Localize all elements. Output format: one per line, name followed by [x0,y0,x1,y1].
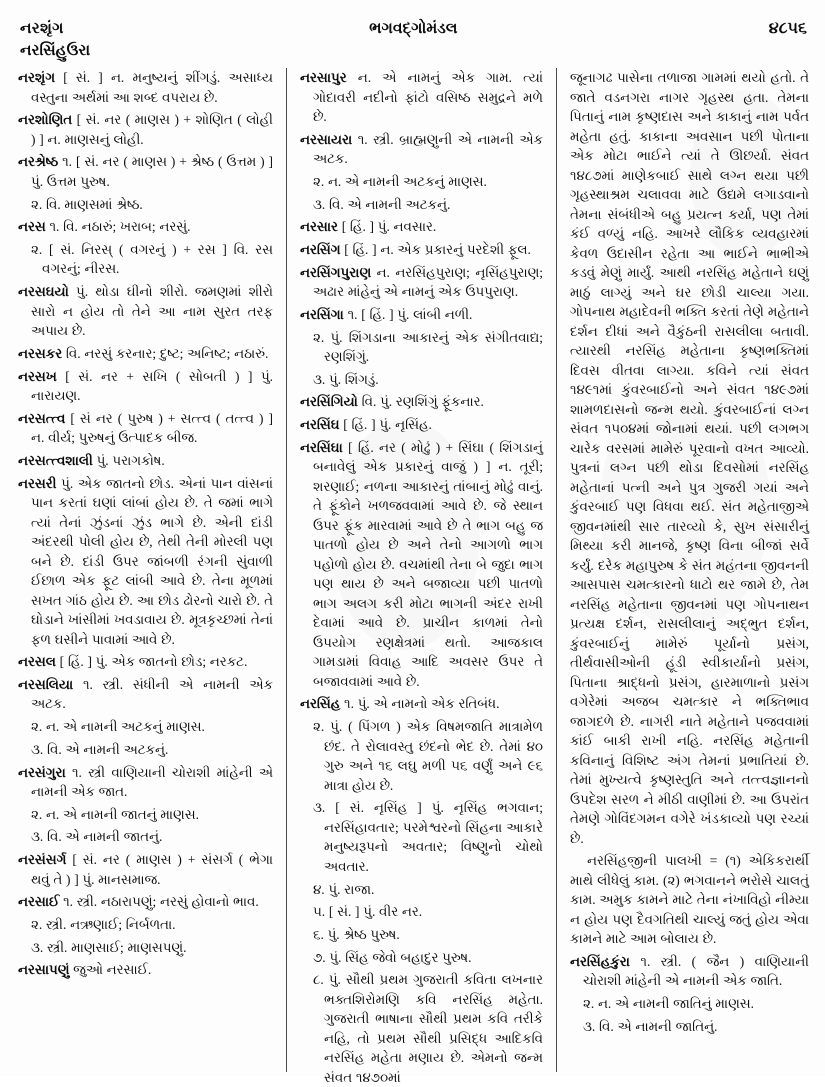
entry-sense: ૭. પું. સિંહ જેવો બહાદુર પુરુષ. [313,949,472,965]
entry-definition: [ હિં. ] પું. નૃસિંહ. [339,417,432,433]
dictionary-entry [18,960,273,980]
dictionary-entry [18,675,273,714]
dictionary-entry [18,850,273,889]
entry-sense: ૨. વિ. માણસમાં શ્રેષ્ઠ. [31,196,143,212]
entry-headword: નરશૃંગ [18,70,55,85]
entry-sense: ૩. સ્ત્રી. માણસાઈ; માણસપણું. [31,939,187,955]
entry-sense: ૨. ન. એ નામની જાતનું માણસ. [31,806,199,822]
entry-definition: [ સં. નર ( માણસ ) + શોણિત ( લોહી ) ] ન. માણસનું લોહી. [31,112,273,147]
dictionary-entry [18,409,273,448]
entry-headword: નરશ્રેષ્ઠ [18,154,59,170]
entry-definition: ૧. [ હિં. ] પું. લાંબી નળી. [343,306,473,322]
dictionary-entry [18,474,273,650]
dictionary-entry [18,152,273,191]
entry-headword: નરશોણિત [18,112,73,128]
dictionary-entry [18,68,273,107]
entry-definition: [ હિં. ] પું. એક જાતનો છોડ; નરકટ. [55,654,248,670]
entry-sense: ૩. વિ. એ નામની જાતનું. [31,829,163,845]
dictionary-entry [300,392,543,412]
entry-definition: [ સં નર ( પુરુષ ) + સત્ત્વ ( તત્ત્વ ) ] ન. વીર્ય; પુરુષનું ઉત્પાદક બીજ. [31,410,273,446]
entry-headword: નરસિંહકુંરા [570,953,630,969]
entry-headword: નરસત્ત્વશાલી [18,452,93,468]
dictionary-entry [18,344,273,364]
entry-headword: નરસિંગ [300,241,341,257]
entry-headword: નરસત્ત્વ [18,410,66,426]
entry-headword: નરસાયરા [300,131,353,147]
entry-definition: ૧. [ સં. નર ( માણસ ) + શ્રેષ્ઠ ( ઉત્તમ ) ] પું. ઉત્તમ પુરુષ. [31,154,273,189]
entry-sense: ૩. વિ. એ નામની અટકનું. [313,196,451,212]
entry-definition: પું. થોડા ઘીનો શીરો. જમણમાં શીરો સારો ન હોય તો તેને આ નામ સુરત તરફ અપાય છે. [31,284,273,339]
dictionary-entry [300,415,543,435]
entry-definition: પું. પરાગકોષ. [92,452,165,468]
entry-definition: ૧. સ્ત્રી. ( જૈન ) વાણિયાની ચોરાશી માંહેની એ નામની એક જાતિ. [583,953,809,989]
entry-headword: નરસકર [18,345,63,361]
entry-definition: જુઓ નરસાઈ. [69,962,152,978]
entry-definition: ન. એ નામનું એક ગામ. ત્યાં ગોદાવરી નદીનો ફાંટો વસિષ્ઠ સમુદ્રને મળે છે. [313,70,543,124]
entry-headword: નરસિંગા [300,306,344,322]
column-container [18,68,809,1085]
entry-sense: ૨. ન. એ નામની અટકનું માણસ. [31,719,205,735]
text-column-3 [556,68,809,1072]
dictionary-entry [300,694,543,714]
entry-sense: ૮. પું. સૌથી પ્રથમ ગુજરાતી કવિતા લખનાર ભક્તશિરોમણિ કવિ નરસિંહ મહેતા. ગુજરાતી ભાષાના સૌથી પ્રથમ કવિ તરીકે નહિ, તો પ્રથમ સૌથી પ્રસિદ્ધ આદિકવિ નરસિંહ મહેતા મણાય છે. એમનો જન્મ સંવત ૧૪૭૦માં [313,972,543,1085]
entry-definition: [ હિં. ] પું. નવસાર. [337,219,437,235]
entry-definition: ૧. પું. એ નામનો એક રતિબંધ. [340,696,500,712]
entry-definition: [ સં. ] ન. મનુષ્યનું શીંગડું. અસાધ્ય વસ્તુના અર્થમાં આ શબ્દ વપરાય છે. [31,70,273,105]
dictionary-entry [18,451,273,471]
dictionary-entry [300,438,543,692]
entry-headword: નરસાર [300,219,338,235]
dictionary-entry [18,763,273,802]
entry-definition: ૧. સ્ત્રી વાણિયાની ચોરાશી માંહેની એ નામની એક જાત. [31,764,273,799]
entry-headword: નરસાપણું [18,962,70,978]
entry-headword: નરસાઈ [18,894,60,910]
dictionary-entry [300,305,543,325]
entry-sense: ૨. ન. એ નામની જાતિનું માણસ. [583,996,754,1012]
dictionary-entry [570,952,809,991]
entry-definition: ૧. વિ. નઠારું; ખરાબ; નરસું. [45,219,191,235]
page-number: ૪૮૫૬ [768,20,807,37]
entry-sense: ૩. વિ. એ નામની અટકનું. [31,741,169,757]
entry-sense: ૩. પું. શિંગડું. [313,371,379,387]
entry-headword: નરસઘયો [18,284,69,300]
entry-headword: નરસિંગિયો [300,394,358,410]
running-head-catchword: નરશૃંગ [20,20,64,37]
entry-definition: ન. નરસિંહપુરાણ; નૃસિંહપુરાણ; અઢાર માંહેનું એ નામનું એક ઉપપુરાણ. [313,264,543,300]
entry-definition: ૧. સ્ત્રી. સંધીની એ નામની એક અટક. [31,676,273,712]
entry-headword: નરસલિયા [18,676,74,692]
entry-headword: નરસિંઘ [300,417,340,433]
entry-sense: ૩. [ સં. નૃસિંહ ] પું. નૃસિંહ ભગવાન; નરસિંહાવતાર; પરમેશ્વરનો સિંહના આકારે મનુષ્યરૂપનો અવતાર; વિષ્ણુનો ચોથો અવતાર. [313,800,543,874]
entry-headword: નરસિંઘા [300,439,343,455]
entry-sense: ૨. પું. ( પિંગળ ) એક વિષમજાતિ માત્રામેળ છંદ. તે રોલાવસ્તુ છંદનો ભેદ છે. તેમાં ૪૦ ગુરુ અને ૧૬ લઘુ મળી ૫૬ વર્ણું અને ૯૬ માત્રા હોય છે. [313,719,543,793]
text-column-1 [18,68,286,1072]
running-head-catchword-second: નરસિંહુઉરા [20,42,91,59]
entry-sense: ૫. [ સં. ] પું. વીર નર. [313,904,423,920]
dictionary-entry [18,652,273,672]
entry-headword: નરસલ [18,654,56,670]
entry-headword: નરસિંગપુરાણ [300,264,372,280]
dictionary-entry [18,367,273,406]
dictionary-entry [300,240,543,260]
entry-definition: [ હિં. નર ( મોઢું ) + સિંઘા ( શિંગડાનું બનાવેલું એક પ્રકારનું વાજું ) ] ન. તૂરી; શરણાઈ; નળના આકારનું તાંબાનું મોઢું વાનું. તે ફૂંકોને ખળજવવામાં આવે છે. જે સ્થાન ઉપર ફૂંક મારવામાં આવે છે તે ભાગ બહુ જ પાતળો હોય છે અને તેનો આગળો ભાગ પહોળો હોય છે. વચમાંથી તેના બે જુદા ભાગ પણ થાય છે અને બજાવ્યા પછી પાતળો ભાગ અલગ કરી મોટા ભાગની અંદર રાખી દેવામાં આવે છે. પ્રાચીન કાળમાં તેનો ઉપયોગ રણક્ષેત્રમાં થતો. આજકાલ ગામડામાં વિવાહ આદિ અવસર ઉપર તે બજાવવામાં આવે છે. [313,439,543,689]
dictionary-entry [300,130,543,169]
text-column-2 [286,68,556,1085]
entry-definition: વિ. પું. રણશિંગું ફૂંકનાર. [357,394,484,410]
entry-sense: ૪. પું. રાજા. [313,881,375,897]
dictionary-entry [18,110,273,149]
entry-definition: [ સં. નર ( માણસ ) + સંસર્ગ ( ભેગા થવું તે ) ] પું. માનસમાજ. [31,852,273,887]
entry-sense: ૨. [ સં. નિરસ્ ( વગરનું ) + રસ ] વિ. રસ વગરનું; નીરસ. [31,241,273,277]
entry-sense: ૬. પું. શ્રેષ્ઠ પુરુષ. [313,926,400,942]
dictionary-entry [18,892,273,912]
entry-headword: નરસ [18,219,46,235]
entry-headword: નરસખ [18,368,57,384]
entry-headword: નરસાપુર [300,70,347,85]
entry-headword: નરસરી [18,475,57,491]
entry-definition: પું. એક જાતનો છોડ. એનાં પાન વાંસનાં પાન કરતાં ઘણાં લાંબાં હોય છે. તે જમાં ભાગે ત્યાં તેનાં ઝુંડનાં ઝુંડ ભાગે છે. એની દાંડી અંદરથી પોલી હોય છે, તેથી તેની મોરલી પણ બને છે. દાંડી ઉપર જાંબળી રંગની સુંવાળી ઈછાળ એક ફૂટ લાંબી આવે છે. તેના મૂળમાં સખત ગાંઠ હોય છે. આ છોડ ઢોરનો ચારો છે. તે ઘોડાને ખાંસીમાં ખવડાવાય છે. મૂત્રકૃચ્છમાં તેનાં ફળ ઘસીને પાવામાં આવે છે. [31,475,273,647]
dictionary-entry [300,217,543,237]
entry-sense: ૩. વિ. એ નામની જાતિનું. [583,1018,718,1034]
body-paragraph: નરસિંહજીની પાલખી = (૧) એકિકરાર્થી માથે લીધેલું કામ. (૨) ભગવાનને ભરોસે ચાલતું કામ. અમુક કામને માટે તેના નંખાવિહો નીમ્યા ન હોય પણ દૈવગતિથી ચાલ્યું જતું હોય એવા કામને માટે આમ બોલાય છે. [570,853,809,947]
dictionary-entry [300,263,543,302]
body-paragraph: જૂનાગઢ પાસેના તળાજા ગામમાં થયો હતો. તે જાતે વડનગરા નાગર ગૃહસ્થ હતા. તેમના પિતાનું નામ કૃષ્ણદાસ અને કાકાનું નામ પર્વત મહેતા હતું. કાકાના અવસાન પછી પોતાના એક મોટા ભાઈને ત્યાં તે ઊછર્યા. સંવત ૧૪૮૭માં માણેકબાઈ સાથે લગ્ન થયા પછી ગૃહસ્થાશ્રમ ચલાવવા માટે ઉદ્યમે લગાડવાનો તેમના સંબંધીએ બહુ પ્રયત્ન કર્યા, પણ તેમાં કંઈ વળ્યું નહિ. આખરે લૌકિક વ્યવહારમાં કેવળ ઉદાસીન રહેતા આ ભાઈને ભાભીએ કડવું મેણું માર્યું. આથી નરસિંહ મહેતાને ઘણું માઠું લાગ્યું અને ઘર છોડી ચાલ્યા ગયા. ગોપનાથ મહાદેવની ભક્તિ કરતાં તેણે મહેતાને દર્શન દીધાં અને વૈકુંઠની રાસલીલા બતાવી. ત્યારથી નરસિંહ મહેતાના કૃષ્ણભક્તિમાં દિવસ વીતવા લાગ્યા. કવિને ત્યાં સંવત ૧૪૯૧માં કુંવરબાઈનો અને સંવત ૧૪૯૭માં શામળદાસનો જન્મ થયો. કુંવરબાઈનાં લગ્ન સંવત ૧૫૦૪માં જોનામાં થયાં. પછી લગભગ ચારેક વરસમાં મામેરું પૂરવાનો વખત આવ્યો. પુત્રનાં લગ્ન પછી થોડા દિવસોમાં નરસિંહ મહેતાનાં પત્ની અને પુત્ર ગુજરી ગયાં અને કુંવરબાઈ પણ વિધવા થઈ. સંત મહેતાજીએ જીવનમાંથી સાર તારવ્યો કે, સુખ સંસારીનું મિથ્યા કરી માનજે, કૃષ્ણ વિના બીજાં સર્વે કર્યું. દરેક મહાપુરુષ કે સંત મહંતના જીવનની આસપાસ ચમત્કારનો ધાટો થર જામે છે, તેમ નરસિંહ મહેતાના જીવનમાં પણ ગોપનાથન પ્રત્યક્ષ દર્શન, રાસલીલાનું અદ્‌ભુત દર્શન, કુંવરબાઈનું મામેરું પૂર્યાનો પ્રસંગ, તીર્થવાસીઓની હૂંડી સ્વીકાર્યાનો પ્રસંગ, પિતાના શ્રાદ્ધનો પ્રસંગ, હારમાળાનો પ્રસંગ વગેરેમાં અજબ ચમત્કાર ને ભક્તિભાવ જાગદળે છે. નાગરી નાતે મહેતાને પજવવામાં કાંઈ બાકી રાખી નહિ. નરસિંહ મહેતાની કવિનાનું વિશિષ્ટ અંગ તેમનાં પ્રભાતિયાં છે. તેમાં મુખ્યત્વે કૃષ્ણસ્તુતિ અને તત્ત્વજ્ઞાનનો ઉપદેશ સરળ ને મીઠી વાણીમાં છે. આ ઉપરાંત તેમણે ગોવિંદગમન વગેરે ખંડકાવ્યો પણ રચ્યાં છે. [570,70,809,846]
entry-definition: ૧. સ્ત્રી. નઠારાપણું; નરસું હોવાનો ભાવ. [59,894,259,910]
entry-definition: વિ. નરસું કરનાર; દુષ્ટ; અનિષ્ટ; નઠારું. [62,345,269,361]
entry-headword: નરસંસર્ગ [18,852,67,868]
entry-definition: [ હિં. ] ન. એક પ્રકારનું પરદેશી ફૂલ. [340,241,531,257]
entry-headword: નરસિંહ [300,696,341,712]
entry-definition: [ સં. નર + સખિ ( સોબતી ) ] પું. નારાયણ. [31,368,273,403]
dictionary-entry [18,282,273,341]
entry-definition: ૧. સ્ત્રી. બ્રાહ્મણુની એ નામની એક અટક. [313,131,543,167]
book-title: ભગવદ્ગોમંડલ [369,20,458,37]
dictionary-entry [300,68,543,127]
entry-sense: ૨. પું. શિંગડાના આકારનું એક સંગીતવાદ્ય; રણશિંગું. [313,329,543,364]
entry-headword: નરસંગુરા [18,764,66,780]
dictionary-entry [18,217,273,237]
entry-sense: ૨. સ્ત્રી. નઋણાઈ; નિર્બળતા. [31,916,176,932]
entry-sense: ૨. ન. એ નામની અટકનું માણસ. [313,173,487,189]
running-head [18,20,809,60]
